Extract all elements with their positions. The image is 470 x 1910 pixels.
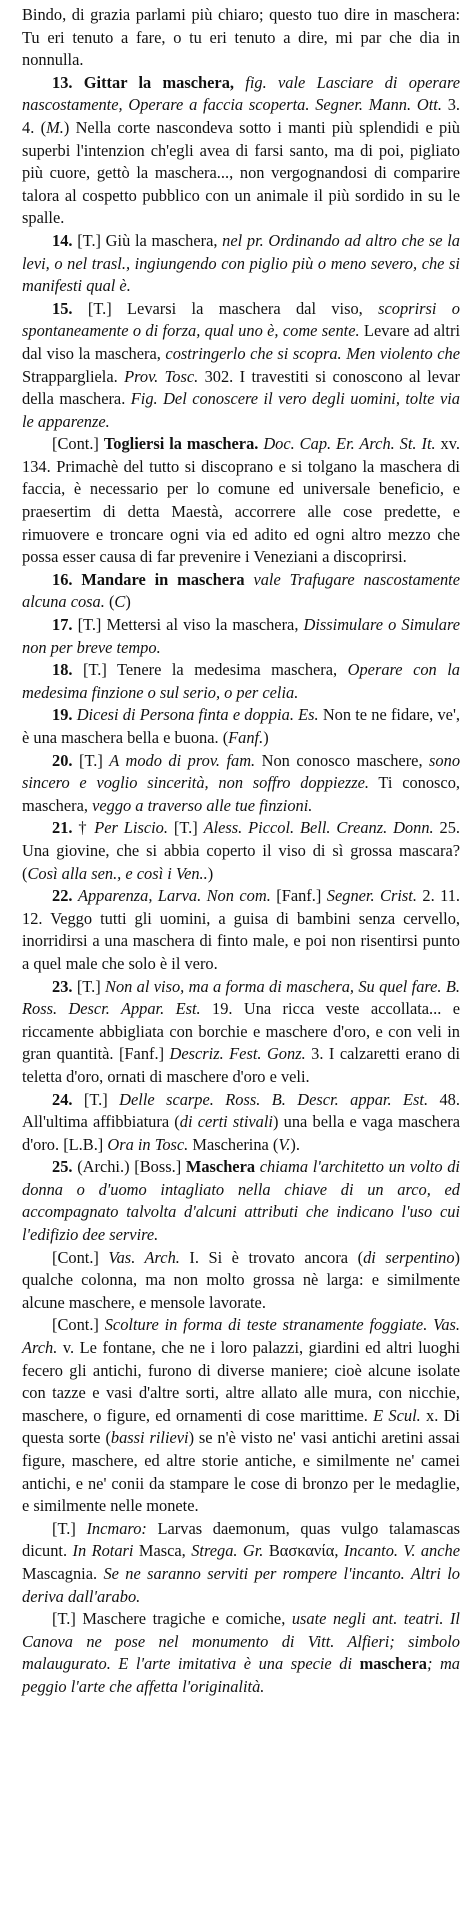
entry-paragraph bbox=[22, 433, 460, 569]
body-text: Levare ad altri dal viso la maschera, bbox=[22, 321, 461, 363]
entry-paragraph bbox=[22, 1608, 460, 1698]
body-text: [T.] Giù la maschera, bbox=[77, 230, 223, 250]
bold-text: 17. bbox=[52, 615, 78, 635]
body-text: Non conosco maschere, bbox=[255, 750, 430, 770]
italic-text: Fanf. bbox=[228, 728, 264, 747]
italic-text: Doc. Cap. Er. Arch. St. It. bbox=[263, 434, 436, 454]
body-text: (Archi.) [Boss.] bbox=[77, 1157, 186, 1177]
bold-text: 24. bbox=[52, 1089, 84, 1109]
body-text: 3. 4. ( bbox=[22, 95, 460, 137]
italic-text: In Rotari bbox=[72, 1541, 134, 1561]
body-text: ) bbox=[207, 863, 214, 883]
bold-text: 23. bbox=[52, 976, 77, 996]
bold-text: 20. bbox=[52, 750, 79, 770]
entry-paragraph bbox=[22, 4, 460, 72]
italic-text: Prov. Tosc. bbox=[124, 366, 199, 386]
body-text: 48. All'ultima affibbiatura ( bbox=[22, 1089, 460, 1132]
italic-text: Per Liscio. bbox=[94, 818, 168, 838]
body-text: I. Si è trovato ancora ( bbox=[179, 1247, 364, 1267]
italic-text: Ora in Tosc. bbox=[107, 1134, 189, 1154]
italic-text: bassi rilievi bbox=[110, 1428, 189, 1448]
body-text: 302. I travestiti si conoscono al levar della maschera. bbox=[22, 366, 460, 409]
body-text: x. Di questa sorte ( bbox=[22, 1405, 460, 1448]
body-text: Βασκανία, bbox=[263, 1541, 344, 1561]
italic-text: chiama l'architetto un volto di donna o d'uomo intagliato nella chiave di un arco, ed accompagnato talvolta d'alcuni attributi che indicano l'uso cui l'edifizio dee servire. bbox=[22, 1157, 460, 1245]
body-text: † bbox=[78, 818, 95, 838]
bold-text: 15. bbox=[52, 298, 88, 318]
entry-paragraph bbox=[22, 885, 460, 975]
italic-text: ; ma peggio l'arte che affetta l'originalità. bbox=[22, 1654, 460, 1696]
entry-paragraph bbox=[22, 298, 460, 434]
italic-text: Dissimulare o Simulare non per breve tempo. bbox=[22, 615, 460, 657]
italic-text: sono sincero e voglio sincerità, non soffro doppiezze. bbox=[22, 750, 461, 793]
bold-text: Togliersi la maschera. bbox=[103, 434, 264, 454]
body-text: [Cont.] bbox=[52, 434, 104, 454]
entry-paragraph bbox=[22, 750, 460, 818]
body-text: ) qualche colonna, ma non molto grossa nè larga: e similmente alcune maschere, e mensole lavorate. bbox=[22, 1247, 460, 1312]
bold-text: 25. bbox=[52, 1157, 78, 1177]
body-text: [T.] bbox=[167, 818, 204, 838]
body-text: [T.] bbox=[52, 1518, 87, 1538]
body-text: v. Le fontane, che ne i loro palazzi, giardini ed altri luoghi fecero gli antichi, furono di diverse maniere; cioè alcune isolate con tazze e vasi d'altre sorti, altre allato alle mura, con nicchie, maschere, o figure, ed ornamenti di cose marittime. bbox=[22, 1338, 460, 1425]
italic-text: Dicesi di Persona finta e doppia. Es. bbox=[76, 705, 319, 725]
entry-paragraph bbox=[22, 1156, 460, 1246]
body-text: [T.] bbox=[83, 1089, 120, 1109]
italic-text: Apparenza, Larva. Non com. bbox=[77, 886, 271, 906]
bold-text: 13. Gittar la maschera, bbox=[52, 72, 246, 92]
body-text: 3. I calzaretti erano di teletta d'oro, ornati di maschere d'oro e veli. bbox=[22, 1044, 461, 1086]
entry-paragraph bbox=[22, 1089, 460, 1157]
italic-text: Se ne saranno serviti per rompere l'incanto. Altri lo deriva dall'arabo. bbox=[22, 1563, 460, 1606]
italic-text: scoprirsi o spontaneamente o di forza, qual uno è, come sente. bbox=[22, 298, 460, 341]
bold-text: Maschera bbox=[185, 1157, 260, 1177]
body-text: ) Nella corte nascondeva sotto i manti più splendidi e più superbi l'intenzion ch'egli avea di farsi santo, ma di poi, pigliato più cuore, gettò la maschera..., non vergognandosi di comparire talora al cospetto pubblico con un animale il più sordido in su le spalle. bbox=[22, 117, 460, 228]
body-text: 2. 11. 12. Veggo tutti gli uomini, a guisa di bambini senza cervello, inorridirsi a una maschera di finto male, e poi non risentirsi punto a quel male che solo è il vero. bbox=[22, 886, 460, 973]
italic-text: C bbox=[114, 592, 126, 612]
body-text: Non te ne fidare, ve', è una maschera bella e buona. ( bbox=[22, 705, 460, 747]
body-text: [T.] Mettersi al viso la maschera, bbox=[77, 615, 304, 635]
entry-paragraph bbox=[22, 659, 460, 704]
body-text: 19. Una ricca veste accollata... e riccamente abbigliata con borchie e maschere d'oro, e con veli in gran quantità. [Fanf.] bbox=[22, 999, 460, 1064]
italic-text: di certi stivali bbox=[179, 1112, 273, 1132]
entry-paragraph bbox=[22, 704, 460, 749]
body-text: ). bbox=[290, 1134, 300, 1154]
body-text: ) bbox=[263, 728, 269, 747]
italic-text: A modo di prov. fam. bbox=[109, 750, 256, 770]
italic-text: veggo a traverso alle tue finzioni. bbox=[92, 795, 313, 815]
entry-paragraph bbox=[22, 1518, 460, 1608]
italic-text: di serpentino bbox=[363, 1247, 455, 1267]
body-text: [T.] bbox=[78, 750, 110, 770]
italic-text: V. bbox=[278, 1134, 291, 1154]
italic-text: usate negli ant. teatri. Il Canova ne pose nel monumento di Vitt. Alfieri; simbolo malaugurato. E l'arte imitativa è una specie di bbox=[22, 1609, 460, 1674]
italic-text: Vas. Arch. bbox=[108, 1247, 180, 1267]
entry-paragraph bbox=[22, 230, 460, 298]
body-text: [Cont.] bbox=[52, 1315, 105, 1335]
body-text: xv. 134. Primachè del tutto si discoprano e si tolgano la maschera di faccia, è necessario per lo comune ed universale beneficio, e praesertim di detta Maestà, accorrere alle cose predette, e rimuovere e troncare ogni via ed adito ed ogni altro mezzo che possa esser causa di far prevenire i Veneziani a discoprirsi. bbox=[22, 434, 460, 567]
body-text: [T.] bbox=[76, 976, 106, 996]
entry-paragraph bbox=[22, 72, 460, 230]
bold-text: 16. Mandare in maschera bbox=[52, 569, 254, 589]
italic-text: Descriz. Fest. Gonz. bbox=[169, 1044, 306, 1064]
italic-text: Fig. Del conoscere il vero degli uomini, tolte via le apparenze. bbox=[22, 389, 460, 431]
bold-text: 14. bbox=[52, 230, 78, 250]
body-text: Mascagnia. bbox=[22, 1563, 104, 1583]
italic-text: vale Trafugare nascostamente alcuna cosa. bbox=[22, 569, 460, 612]
body-text: ) bbox=[125, 592, 131, 612]
italic-text: costringerlo che si scopra. Men violento che bbox=[165, 343, 460, 363]
body-text: Masca, bbox=[133, 1541, 192, 1561]
italic-text: Strega. Gr. bbox=[191, 1541, 264, 1561]
body-text: [T.] Maschere tragiche e comiche, bbox=[52, 1609, 292, 1629]
entry-paragraph bbox=[22, 569, 460, 614]
body-text: Bindo, di grazia parlami più chiaro; questo tuo dire in maschera: Tu eri tenuto a fare, o tu eri tenuto a dire, mi par che dia in nonnulla. bbox=[22, 5, 460, 70]
italic-text: Incmaro: bbox=[86, 1518, 147, 1538]
entry-paragraph bbox=[22, 1247, 460, 1315]
italic-text: nel pr. Ordinando ad altro che se la levi, o nel trasl., ingiungendo con piglio più o meno severo, che si manifesti qual è. bbox=[22, 230, 461, 296]
italic-text: Così alla sen., e così i Ven.. bbox=[27, 863, 208, 883]
body-text: Strappargliela. bbox=[22, 366, 125, 386]
italic-text: Scolture in forma di teste stranamente foggiate. Vas. Arch. bbox=[22, 1315, 460, 1358]
entry-paragraph bbox=[22, 614, 460, 659]
body-text: Mascherina ( bbox=[188, 1134, 279, 1154]
italic-text: fig. vale Lasciare di operare nascostamente, Operare a faccia scoperta. Segner. Mann. Ott. bbox=[22, 72, 460, 115]
body-text: ( bbox=[104, 592, 115, 612]
body-text: [T.] Levarsi la maschera dal viso, bbox=[87, 298, 379, 318]
body-text: [T.] Tenere la medesima maschera, bbox=[83, 660, 348, 680]
italic-text: Non al viso, ma a forma di maschera, Su quel fare. B. Ross. Descr. Appar. Est. bbox=[22, 976, 460, 1019]
italic-text: Delle scarpe. Ross. B. Descr. appar. Est. bbox=[119, 1089, 429, 1109]
entry-paragraph bbox=[22, 1314, 460, 1517]
entry-paragraph bbox=[22, 817, 460, 885]
body-text: ) se n'è visto ne' vasi antichi aretini assai figure, maschere, ed altre storie antiche, e similmente ne' camei antichi, e ne' conii da stampare le cose di bronzo per le medaglie, e similmente nelle monete. bbox=[22, 1428, 460, 1516]
body-text: Larvas daemonum, quas vulgo talamascas dicunt. bbox=[22, 1518, 460, 1561]
body-text: ) una bella e vaga maschera d'oro. [L.B.] bbox=[22, 1112, 461, 1154]
entry-paragraph bbox=[22, 976, 460, 1089]
italic-text: M. bbox=[46, 117, 64, 137]
bold-text: 22. bbox=[52, 886, 78, 906]
body-text: [Fanf.] bbox=[270, 886, 327, 906]
italic-text: Incanto. V. anche bbox=[343, 1541, 460, 1561]
italic-text: Operare con la medesima finzione o sul serio, o per celia. bbox=[22, 660, 460, 702]
body-text: 25. Una giovine, che si abbia coperto il viso di sì grossa mascara? ( bbox=[22, 818, 460, 883]
bold-text: 19. bbox=[52, 705, 77, 725]
bold-text: 21. bbox=[52, 818, 79, 838]
italic-text: Aless. Piccol. Bell. Creanz. Donn. bbox=[203, 818, 434, 838]
bold-text: maschera bbox=[359, 1654, 427, 1674]
italic-text: Segner. Crist. bbox=[326, 886, 417, 906]
bold-text: 18. bbox=[52, 660, 83, 680]
italic-text: E Scul. bbox=[373, 1405, 421, 1425]
body-text: Ti conosco, maschera, bbox=[22, 773, 460, 815]
body-text: [Cont.] bbox=[52, 1247, 109, 1267]
